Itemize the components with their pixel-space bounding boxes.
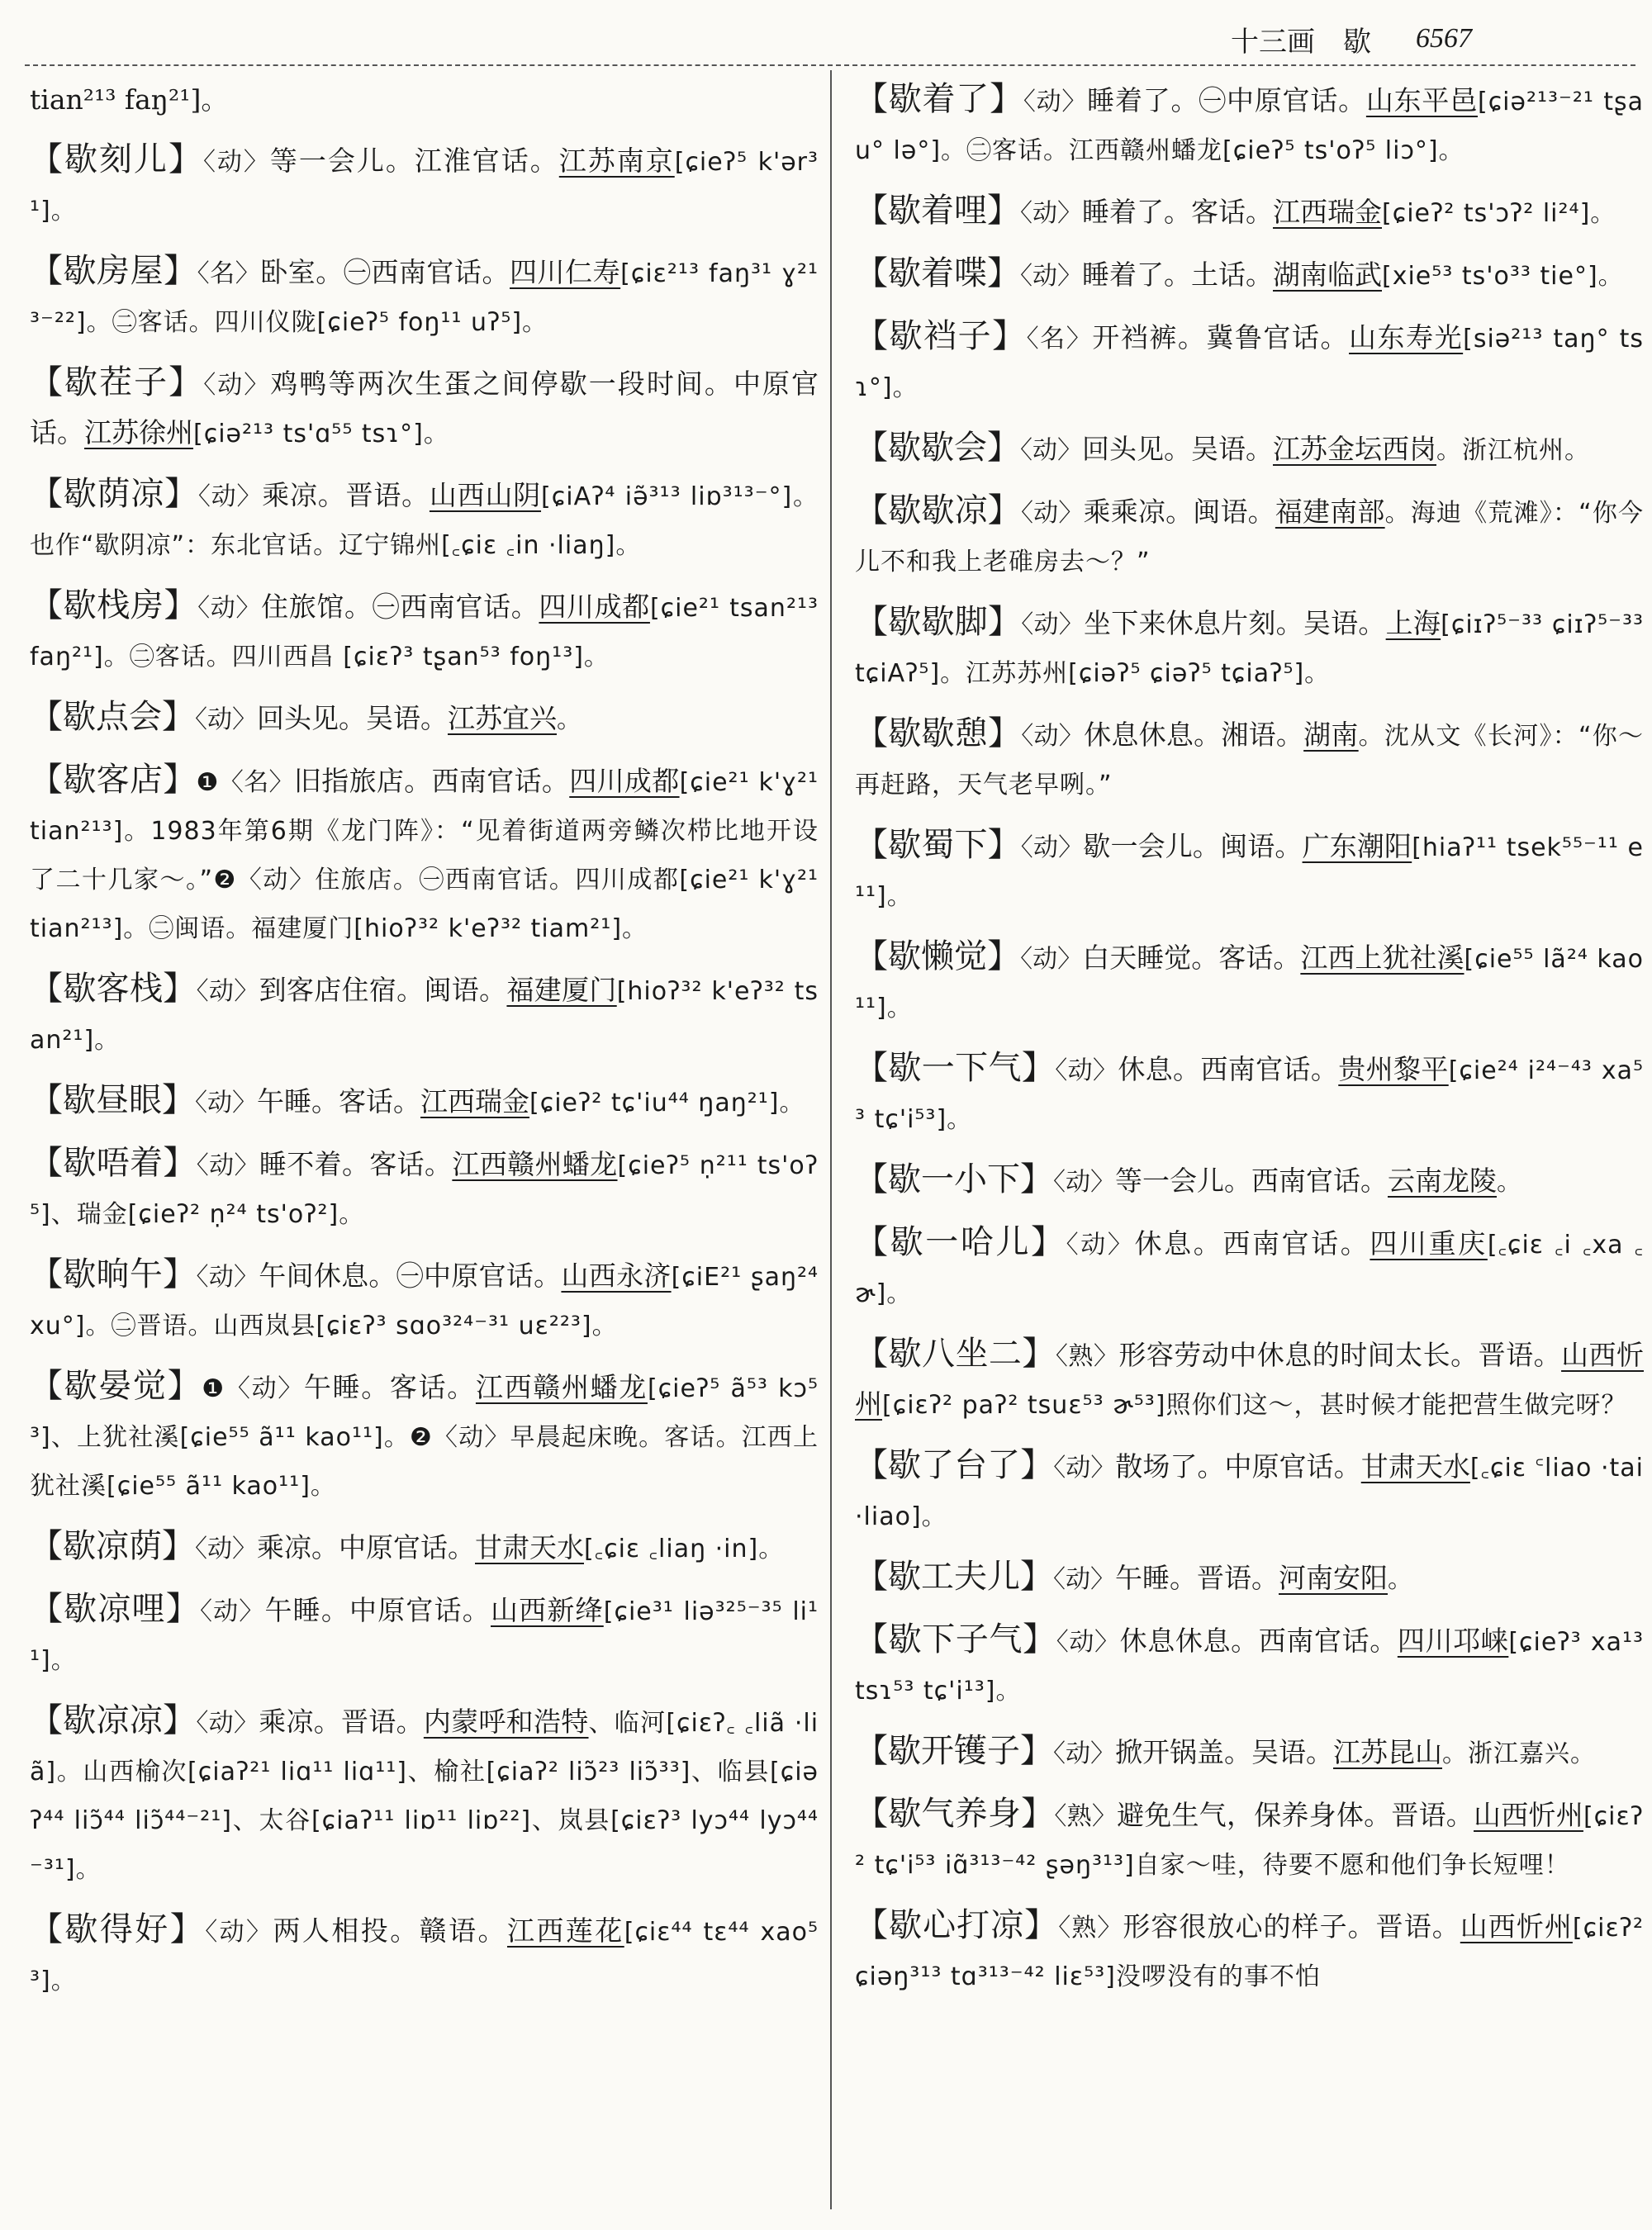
pronunciation: [ɕie²¹ tsan²¹³ faŋ²¹]。㊁客话。四川西昌 [ɕiɛʔ³ tʂan⁵³ foŋ¹³]。 [30, 594, 819, 671]
part-of-speech: 〈动〉 [196, 1151, 259, 1180]
part-of-speech: 〈动〉 [196, 1263, 259, 1292]
location-name: 江西瑞金 [1273, 196, 1382, 228]
location-name: 山西永济 [561, 1260, 672, 1292]
dictionary-entry [855, 710, 1644, 809]
headword: 【歇栈房】 [30, 586, 198, 624]
dictionary-entry [855, 1554, 1644, 1603]
location-name: 江西莲花 [506, 1914, 624, 1947]
definition: 坐下来休息片刻。吴语。 [1083, 607, 1386, 639]
location-name: 河南安阳 [1279, 1562, 1388, 1594]
headword: 【歇荫凉】 [30, 475, 198, 513]
dictionary-entry [855, 76, 1644, 174]
part-of-speech: 〈动〉 [1053, 1565, 1115, 1594]
pronunciation: [ɕiAʔ⁴ iə̃³¹³ liɒ³¹³⁻°]。也作“歇阴凉”：东北官话。辽宁锦州[꜀ɕiɛ ꜀in ·liaŋ]。 [30, 482, 819, 560]
dictionary-entry [30, 966, 819, 1064]
headword: 【歇歇憩】 [855, 714, 1022, 752]
pronunciation: [ɕieʔ² ts'ɔʔ² li²⁴]。 [1382, 199, 1616, 228]
definition: 两人相投。赣语。 [273, 1914, 507, 1947]
pronunciation: [xie⁵³ ts'o³³ tie°]。 [1382, 262, 1624, 291]
location-name: 贵州黎平 [1338, 1053, 1449, 1085]
location-name: 山东平邑 [1365, 84, 1478, 116]
pronunciation: [ɕieʔ⁵ ã⁵³ kɔ⁵³]、上犹社溪[ɕie⁵⁵ ã¹¹ kao¹¹]。❷〈动〉早晨起床晚。客话。江西上犹社溪[ɕie⁵⁵ ã¹¹ kao¹¹]。 [30, 1374, 819, 1501]
dictionary-entry [855, 1331, 1644, 1429]
part-of-speech: ❶〈动〉 [202, 1374, 304, 1403]
part-of-speech: 〈动〉 [202, 148, 270, 177]
definition: 回头见。吴语。 [257, 702, 448, 734]
dictionary-entry [30, 1251, 819, 1350]
dictionary-entry [30, 471, 819, 569]
dictionary-entry [855, 250, 1644, 300]
headword: 【歇工夫儿】 [855, 1558, 1053, 1596]
pronunciation: [ɕie²⁴ i²⁴⁻⁴³ xa⁵³ tɕ'i⁵³]。 [855, 1056, 1644, 1134]
part-of-speech: 〈动〉 [1066, 1231, 1135, 1260]
headword: 【歇八坐二】 [855, 1335, 1056, 1373]
pronunciation: [ɕiə²¹³⁻²¹ tʂau° lə°]。㊁客话。江西赣州蟠龙[ɕieʔ⁵ ts'oʔ⁵ liɔ°]。 [855, 88, 1644, 165]
part-of-speech: 〈动〉 [1023, 88, 1088, 116]
headword: 【歇歇脚】 [855, 603, 1022, 641]
location-name: 山西新绛 [491, 1594, 604, 1626]
dictionary-entry [855, 1045, 1644, 1143]
headword: 【歇一下气】 [855, 1049, 1056, 1087]
header-rule [25, 64, 1635, 66]
definition: 睡着了。㊀中原官话。 [1087, 84, 1366, 116]
headword: 【歇唔着】 [30, 1144, 197, 1182]
part-of-speech: 〈动〉 [195, 1089, 257, 1117]
pronunciation: [ɕie³¹ liə³²⁵⁻³⁵ li¹¹]。 [30, 1597, 819, 1675]
location-name: 四川成都 [539, 591, 650, 623]
dictionary-entry [30, 694, 819, 743]
definition: 到客店住宿。闽语。 [259, 974, 507, 1006]
part-of-speech: 〈动〉 [1020, 436, 1082, 465]
location-name: 湖南临武 [1273, 259, 1382, 291]
location-name: 福建厦门 [506, 974, 617, 1006]
location-name: 山西山阴 [429, 479, 542, 511]
pronunciation: [ɕiɛ⁴⁴ tɛ⁴⁴ xao⁵³]。 [30, 1918, 819, 1995]
definition: 睡着了。客话。 [1082, 196, 1273, 228]
part-of-speech: 〈动〉 [197, 594, 262, 623]
dictionary-entry [30, 1586, 819, 1684]
definition: 形容很放心的样子。晋语。 [1123, 1910, 1460, 1943]
headword: 【歇刻儿】 [30, 140, 203, 178]
pronunciation: 。 [557, 705, 582, 734]
dictionary-entry [855, 1616, 1644, 1715]
definition: 午睡。晋语。 [1115, 1562, 1279, 1594]
headword: 【歇气养身】 [855, 1795, 1055, 1833]
dictionary-entry [855, 1156, 1644, 1206]
part-of-speech: 〈动〉 [1053, 1168, 1115, 1197]
location-name: 江西赣州蟠龙 [452, 1148, 618, 1180]
part-of-speech: 〈动〉 [195, 1535, 257, 1563]
location-name: 江西赣州蟠龙 [475, 1371, 648, 1403]
definition: 回头见。吴语。 [1082, 433, 1273, 465]
part-of-speech: 〈动〉 [203, 371, 271, 400]
location-name: 四川重庆 [1370, 1227, 1488, 1260]
part-of-speech: 〈熟〉 [1054, 1802, 1118, 1831]
pronunciation: [ɕiɛʔ² tɕ'i⁵³ iɑ̃³¹³⁻⁴² ʂəŋ³¹³]自家～哇，待要不愿和他们争长短哩！ [855, 1802, 1644, 1880]
pronunciation: [ɕie²¹ k'ɣ²¹ tian²¹³]。1983年第6期《龙门阵》：“见着街道两旁鳞次栉比地开设了二十几家～。”❷〈动〉住旅店。㊀西南官话。四川成都[ɕie²¹ k'ɣ²¹ tian²¹³]。㊁闽语。福建厦门[hioʔ³² k'eʔ³² tiam²¹]。 [30, 768, 819, 943]
part-of-speech: ❶〈名〉 [196, 768, 294, 797]
dictionary-entry [855, 487, 1644, 586]
pronunciation: [꜀ɕiɛ ꜀liaŋ ·in]。 [584, 1535, 785, 1563]
part-of-speech: 〈动〉 [1053, 1739, 1115, 1768]
headword: 【歇着哩】 [855, 192, 1020, 230]
headword: 【歇歇凉】 [855, 491, 1021, 529]
dictionary-entry [855, 822, 1644, 920]
definition: 避免生气，保养身体。晋语。 [1117, 1799, 1474, 1831]
pronunciation: 。浙江嘉兴。 [1442, 1739, 1596, 1768]
definition: 乘凉。晋语。 [259, 1706, 424, 1738]
definition: 住旅馆。㊀西南官话。 [261, 591, 539, 623]
headword: 【歇客栈】 [30, 970, 197, 1008]
location-name: 四川成都 [569, 765, 680, 797]
dictionary-entry [855, 1442, 1644, 1540]
part-of-speech: 〈名〉 [197, 259, 261, 288]
dictionary-entry [30, 757, 819, 952]
definition: 等一会儿。江淮官话。 [269, 145, 559, 177]
pronunciation: 。 [1388, 1565, 1413, 1594]
headword: 【歇房屋】 [30, 252, 197, 290]
dictionary-entry [30, 248, 819, 346]
pronunciation: [ɕiɛʔ² ɕiəŋ³¹³ tɑ³¹³⁻⁴² liɛ⁵³]没啰没有的事不怕 [855, 1914, 1644, 1991]
definition: 散场了。中原官话。 [1115, 1450, 1361, 1483]
headword: 【歇下子气】 [855, 1620, 1056, 1658]
location-name: 江苏徐州 [84, 416, 193, 448]
definition: 休息休息。湘语。 [1084, 719, 1304, 751]
pronunciation: [ɕiɛ²¹³ faŋ³¹ ɣ²¹³⁻²²]。㊁客话。四川仪陇[ɕieʔ⁵ foŋ¹¹ uʔ⁵]。 [30, 259, 819, 337]
definition: 午睡。客话。 [257, 1085, 420, 1117]
definition: 旧指旅店。西南官话。 [293, 765, 570, 797]
pronunciation: [ɕieʔ² tɕ'iu⁴⁴ ŋaŋ²¹]。 [529, 1089, 805, 1117]
part-of-speech: 〈动〉 [205, 1918, 273, 1947]
pronunciation: 。海迪《荒滩》：“你今儿不和我上老碓房去～？” [855, 499, 1644, 576]
section-label: 十三画 [1231, 25, 1315, 59]
definition: 休息休息。西南官话。 [1119, 1625, 1398, 1657]
definition: 午睡。中原官话。 [264, 1594, 491, 1626]
part-of-speech: 〈动〉 [196, 1709, 259, 1738]
definition: 鸡鸭等两次生蛋之间停歇一段时间。中原官话。 [30, 368, 819, 448]
headword: 【歇着喋】 [855, 254, 1020, 292]
dictionary-entry [855, 1791, 1644, 1889]
location-name: 甘肃天水 [475, 1531, 584, 1563]
headword: 【歇懒觉】 [855, 937, 1021, 975]
definition: 白天睡觉。客话。 [1082, 942, 1301, 974]
column-divider [830, 70, 832, 2209]
part-of-speech: 〈动〉 [1020, 262, 1082, 291]
page-header [1231, 18, 1627, 59]
part-of-speech: 〈动〉 [1020, 199, 1082, 228]
definition: 卧室。㊀西南官话。 [260, 256, 510, 288]
part-of-speech: 〈名〉 [1026, 325, 1093, 353]
dictionary-entry [30, 1077, 819, 1127]
dictionary-entry [855, 313, 1644, 411]
part-of-speech: 〈动〉 [1055, 1056, 1118, 1085]
definition: 睡着了。土话。 [1082, 259, 1273, 291]
part-of-speech: 〈动〉 [1056, 1628, 1120, 1657]
pronunciation: [ɕieʔ³ xa¹³ tsɿ⁵³ tɕ'i¹³]。 [855, 1628, 1644, 1706]
part-of-speech: 〈熟〉 [1055, 1342, 1119, 1371]
headword: 【歇着了】 [855, 80, 1023, 118]
location-name: 山西忻州 [1474, 1799, 1583, 1831]
location-name: 江苏南京 [558, 145, 675, 177]
location-name: 山西忻州 [855, 1339, 1644, 1420]
dictionary-entry [855, 187, 1644, 237]
location-name: 山西忻州 [1460, 1910, 1573, 1943]
location-name: 山东寿光 [1349, 321, 1464, 353]
part-of-speech: 〈熟〉 [1058, 1914, 1123, 1943]
pronunciation: 。浙江杭州。 [1436, 436, 1590, 465]
part-of-speech: 〈动〉 [1021, 722, 1085, 751]
headword: 【歇客店】 [30, 761, 197, 799]
headword: 【歇晌午】 [30, 1255, 197, 1293]
pronunciation: [ɕiɛʔ² paʔ² tsuɛ⁵³ ɚ⁵³]照你们这～，甚时候才能把营生做完呀？ [882, 1391, 1627, 1420]
radical-label: 歇 [1343, 25, 1371, 59]
headword: 【歇点会】 [30, 698, 195, 736]
definition: 睡不着。客话。 [259, 1148, 453, 1180]
headword: 【歇开镬子】 [855, 1732, 1053, 1770]
location-name: 甘肃天水 [1360, 1450, 1470, 1483]
left-column [30, 76, 819, 2215]
pronunciation: 、临河[ɕiɛʔ꜀ ꜀liã ·liã]。山西榆次[ɕiaʔ²¹ liɑ¹¹ liɑ¹¹]、榆社[ɕiaʔ² liɔ̃²³ liɔ̃³³]、临县[ɕiəʔ⁴⁴ liɔ̃⁴⁴ liɔ̃⁴⁴⁻²¹]、太谷[ɕiaʔ¹¹ liɒ¹¹ liɒ²²]、岚县[ɕiɛʔ³ lyɔ⁴⁴ lyɔ⁴⁴⁻³¹]。 [30, 1709, 819, 1884]
pronunciation: [꜀ɕiɛ ꜂liao ·tai ·liao]。 [855, 1454, 1644, 1531]
pronunciation: 。沈从文《长河》：“你～再赶路，天气老早咧。” [855, 722, 1644, 799]
part-of-speech: 〈动〉 [197, 482, 263, 511]
headword: 【歇蜀下】 [855, 826, 1021, 864]
continuation-text: tian²¹³ faŋ²¹]。 [30, 83, 229, 116]
headword: 【歇歇会】 [855, 429, 1020, 467]
dictionary-entry [855, 1902, 1644, 2000]
definition: 午间休息。㊀中原官话。 [259, 1260, 562, 1292]
pronunciation: [ɕiə²¹³ ts'ɑ⁵⁵ tsɿ°]。 [193, 420, 449, 448]
right-column [855, 76, 1644, 2215]
location-name: 内蒙呼和浩特 [423, 1706, 589, 1738]
part-of-speech: 〈动〉 [1020, 499, 1084, 528]
part-of-speech: 〈动〉 [195, 705, 257, 734]
definition: 掀开锅盖。吴语。 [1115, 1736, 1333, 1768]
pronunciation: [꜀ɕiɛ ꜀i ꜀xa ꜀ɚ]。 [855, 1231, 1644, 1308]
location-name: 江苏昆山 [1333, 1736, 1442, 1768]
headword: 【歇得好】 [30, 1910, 206, 1948]
location-name: 江西上犹社溪 [1300, 942, 1464, 974]
dictionary-entry [30, 582, 819, 681]
dictionary-entry [30, 1363, 819, 1510]
headword: 【歇晏觉】 [30, 1367, 202, 1405]
part-of-speech: 〈动〉 [196, 977, 259, 1006]
definition: 开裆裤。冀鲁官话。 [1092, 321, 1350, 353]
location-name: 上海 [1385, 607, 1441, 639]
headword: 【歇昼眼】 [30, 1081, 195, 1119]
part-of-speech: 〈动〉 [1020, 945, 1083, 974]
dictionary-entry [855, 1219, 1644, 1317]
pronunciation: 。 [1497, 1168, 1522, 1197]
dictionary-entry [30, 1697, 819, 1893]
headword: 【歇了台了】 [855, 1446, 1054, 1484]
headword: 【歇茬子】 [30, 363, 204, 401]
dictionary-entry [30, 1906, 819, 2005]
definition: 歇一会儿。闽语。 [1083, 830, 1303, 862]
pronunciation: [hiaʔ¹¹ tsek⁵⁵⁻¹¹ e¹¹]。 [855, 833, 1644, 911]
location-name: 广东潮阳 [1302, 830, 1412, 862]
dictionary-entry [30, 359, 819, 458]
pronunciation: [ɕieʔ⁵ k'ər³¹]。 [30, 148, 819, 225]
definition: 休息。西南官话。 [1118, 1053, 1339, 1085]
part-of-speech: 〈动〉 [1053, 1454, 1116, 1483]
pronunciation: [hioʔ³² k'eʔ³² tsan²¹]。 [30, 977, 819, 1055]
location-name: 江苏宜兴 [448, 702, 557, 734]
location-name: 湖南 [1303, 719, 1359, 751]
location-name: 江西瑞金 [420, 1085, 529, 1117]
headword: 【歇凉荫】 [30, 1527, 195, 1565]
pronunciation: [ɕieʔ⁵ ṇ²¹¹ ts'oʔ⁵]、瑞金[ɕieʔ² ṇ²⁴ ts'oʔ²]。 [30, 1151, 819, 1229]
pronunciation: [ɕiE²¹ ʂaŋ²⁴ xu°]。㊁晋语。山西岚县[ɕiɛʔ³ sɑo³²⁴⁻³¹ uɛ²²³]。 [30, 1263, 819, 1340]
part-of-speech: 〈动〉 [1021, 610, 1084, 639]
part-of-speech: 〈动〉 [199, 1597, 265, 1626]
headword: 【歇裆子】 [855, 317, 1027, 355]
pronunciation: [siə²¹³ taŋ° tsɿ°]。 [855, 325, 1644, 402]
page-number: 6567 [1416, 23, 1472, 54]
headword: 【歇凉哩】 [30, 1590, 200, 1628]
headword: 【歇心打凉】 [855, 1906, 1059, 1944]
definition: 形容劳动中休息的时间太长。晋语。 [1118, 1339, 1562, 1371]
headword: 【歇一哈儿】 [855, 1223, 1066, 1261]
headword: 【歇凉凉】 [30, 1701, 197, 1739]
definition: 休息。西南官话。 [1134, 1227, 1370, 1260]
part-of-speech: 〈动〉 [1020, 833, 1084, 862]
location-name: 四川仁寿 [510, 256, 621, 288]
pronunciation: [ɕie⁵⁵ lã²⁴ kao¹¹]。 [855, 945, 1644, 1022]
definition: 乘凉。晋语。 [262, 479, 430, 511]
location-name: 云南龙陵 [1388, 1165, 1497, 1197]
entry-continuation [30, 76, 819, 123]
definition: 等一会儿。西南官话。 [1115, 1165, 1388, 1197]
definition: 乘凉。中原官话。 [257, 1531, 475, 1563]
location-name: 福建南部 [1275, 496, 1385, 528]
headword: 【歇一小下】 [855, 1160, 1053, 1198]
dictionary-entry [855, 1728, 1644, 1777]
definition: 乘乘凉。闽语。 [1083, 496, 1275, 528]
location-name: 四川邛崃 [1397, 1625, 1509, 1657]
dictionary-entry [855, 933, 1644, 1032]
location-name: 江苏金坛西岗 [1273, 433, 1436, 465]
dictionary-entry [30, 1523, 819, 1573]
dictionary-entry [855, 599, 1644, 697]
dictionary-entry [30, 1140, 819, 1238]
definition: 午睡。客话。 [303, 1371, 476, 1403]
dictionary-entry [30, 136, 819, 235]
dictionary-entry [855, 425, 1644, 474]
pronunciation: [ɕiɪʔ⁵⁻³³ ɕiɪʔ⁵⁻³³ tɕiAʔ⁵]。江苏苏州[ɕiəʔ⁵ ɕiəʔ⁵ tɕiaʔ⁵]。 [855, 610, 1644, 688]
